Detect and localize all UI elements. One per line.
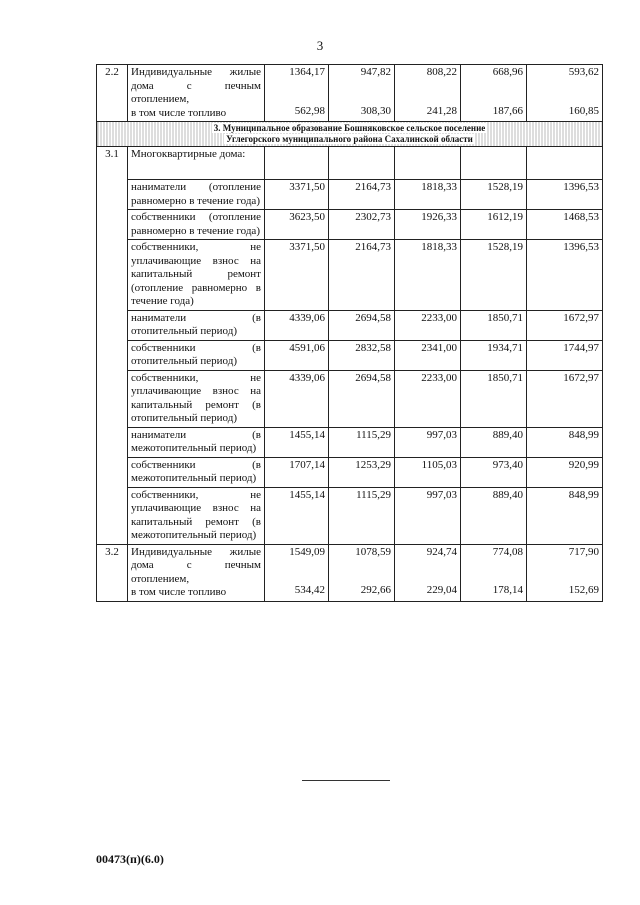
empty-cell bbox=[265, 147, 329, 180]
value-cell: 2694,58 bbox=[329, 370, 395, 427]
row-description bbox=[128, 544, 265, 601]
section-title-line-2: Углегорского муниципального района Сахалинской области bbox=[226, 134, 473, 144]
value-cell: 920,99 bbox=[527, 457, 603, 487]
value-fuel: 229,04 bbox=[426, 584, 457, 596]
value-fuel: 152,69 bbox=[568, 584, 599, 596]
empty-cell bbox=[395, 147, 461, 180]
row-description-main: Индивидуальные жилые дома с печным отоплением, bbox=[131, 66, 261, 105]
value-total: 924,74 bbox=[426, 545, 457, 558]
table-row bbox=[97, 487, 603, 544]
section-header-row bbox=[97, 122, 603, 147]
value-cell: 2233,00 bbox=[395, 370, 461, 427]
value-cell: 2164,73 bbox=[329, 180, 395, 210]
value-cell: 997,03 bbox=[395, 427, 461, 457]
value-cell: 1850,71 bbox=[461, 370, 527, 427]
value-cell: 1850,71 bbox=[461, 310, 527, 340]
value-cell bbox=[265, 65, 329, 122]
value-cell bbox=[329, 65, 395, 122]
value-cell: 848,99 bbox=[527, 487, 603, 544]
value-cell bbox=[527, 544, 603, 601]
value-cell: 889,40 bbox=[461, 427, 527, 457]
row-description-fuel: в том числе топливо bbox=[131, 586, 227, 598]
value-fuel: 178,14 bbox=[492, 584, 523, 596]
value-cell: 3371,50 bbox=[265, 180, 329, 210]
value-fuel: 187,66 bbox=[492, 104, 523, 117]
value-cell bbox=[395, 65, 461, 122]
value-fuel: 562,98 bbox=[294, 104, 325, 117]
section-title-line-1: 3. Муниципальное образование Бошняковское сельское поселение bbox=[213, 123, 486, 133]
value-cell: 1612,19 bbox=[461, 210, 527, 240]
value-cell: 4591,06 bbox=[265, 340, 329, 370]
table-row bbox=[97, 240, 603, 311]
page-number: 3 bbox=[316, 38, 324, 53]
value-fuel: 160,85 bbox=[568, 104, 599, 117]
value-total: 774,08 bbox=[492, 545, 523, 558]
value-cell: 1672,97 bbox=[527, 370, 603, 427]
value-cell: 1744,97 bbox=[527, 340, 603, 370]
value-cell bbox=[395, 544, 461, 601]
value-cell: 973,40 bbox=[461, 457, 527, 487]
table-row bbox=[97, 65, 603, 122]
empty-cell bbox=[527, 147, 603, 180]
value-cell: 2341,00 bbox=[395, 340, 461, 370]
row-number: 2.2 bbox=[97, 65, 128, 122]
value-cell: 1707,14 bbox=[265, 457, 329, 487]
value-fuel: 292,66 bbox=[360, 584, 391, 596]
value-cell bbox=[461, 65, 527, 122]
tariff-table bbox=[96, 64, 603, 602]
value-total: 1364,17 bbox=[289, 66, 325, 78]
value-cell: 1528,19 bbox=[461, 240, 527, 311]
value-cell: 1926,33 bbox=[395, 210, 461, 240]
subrow-description: собственники (в межотопительный период) bbox=[128, 457, 265, 487]
value-total: 668,96 bbox=[492, 66, 523, 78]
value-cell: 1253,29 bbox=[329, 457, 395, 487]
value-cell: 2233,00 bbox=[395, 310, 461, 340]
empty-cell bbox=[461, 147, 527, 180]
value-total: 593,62 bbox=[568, 66, 599, 78]
value-cell: 1468,53 bbox=[527, 210, 603, 240]
value-cell: 1818,33 bbox=[395, 180, 461, 210]
value-total: 717,90 bbox=[568, 545, 599, 558]
value-cell: 1455,14 bbox=[265, 427, 329, 457]
value-cell: 1396,53 bbox=[527, 180, 603, 210]
subrow-description: наниматели (отопление равномерно в течение года) bbox=[128, 180, 265, 210]
document-code: 00473(п)(6.0) bbox=[96, 852, 164, 866]
subrow-description: наниматели (в отопительный период) bbox=[128, 310, 265, 340]
table-row bbox=[97, 180, 603, 210]
value-cell: 889,40 bbox=[461, 487, 527, 544]
row-number: 3.2 bbox=[97, 544, 128, 601]
subrow-description: собственники (в отопительный период) bbox=[128, 340, 265, 370]
value-cell: 1818,33 bbox=[395, 240, 461, 311]
value-cell: 1105,03 bbox=[395, 457, 461, 487]
value-cell: 1672,97 bbox=[527, 310, 603, 340]
subrow-description: собственники, не уплачивающие взнос на капитальный ремонт (отопление равномерно в течение года) bbox=[128, 240, 265, 311]
value-cell: 1115,29 bbox=[329, 427, 395, 457]
value-cell: 2164,73 bbox=[329, 240, 395, 311]
subrow-description: собственники, не уплачивающие взнос на капитальный ремонт (в отопительный период) bbox=[128, 370, 265, 427]
value-cell: 1934,71 bbox=[461, 340, 527, 370]
row-description bbox=[128, 65, 265, 122]
value-total: 808,22 bbox=[426, 66, 457, 78]
value-cell: 848,99 bbox=[527, 427, 603, 457]
value-total: 1078,59 bbox=[355, 545, 391, 558]
value-fuel: 534,42 bbox=[294, 584, 325, 596]
table-row bbox=[97, 457, 603, 487]
footer-rule bbox=[302, 780, 390, 781]
row-description: Многоквартирные дома: bbox=[128, 147, 265, 180]
table-row bbox=[97, 210, 603, 240]
value-cell bbox=[461, 544, 527, 601]
table-row bbox=[97, 427, 603, 457]
value-cell bbox=[265, 544, 329, 601]
row-description-main: Индивидуальные жилые дома с печным отоплением, bbox=[131, 545, 261, 585]
row-number: 3.1 bbox=[97, 147, 128, 545]
empty-cell bbox=[329, 147, 395, 180]
table-row bbox=[97, 370, 603, 427]
table-row bbox=[97, 340, 603, 370]
value-cell: 2302,73 bbox=[329, 210, 395, 240]
value-cell: 997,03 bbox=[395, 487, 461, 544]
value-total: 947,82 bbox=[360, 66, 391, 78]
value-total: 1549,09 bbox=[289, 545, 325, 558]
table-row bbox=[97, 147, 603, 180]
value-cell: 1455,14 bbox=[265, 487, 329, 544]
table-row bbox=[97, 310, 603, 340]
row-description-fuel: в том числе топливо bbox=[131, 106, 227, 119]
value-cell: 3371,50 bbox=[265, 240, 329, 311]
value-cell bbox=[329, 544, 395, 601]
subrow-description: наниматели (в межотопительный период) bbox=[128, 427, 265, 457]
value-cell: 1528,19 bbox=[461, 180, 527, 210]
subrow-description: собственники (отопление равномерно в течение года) bbox=[128, 210, 265, 240]
value-cell: 4339,06 bbox=[265, 370, 329, 427]
value-cell bbox=[527, 65, 603, 122]
value-cell: 1396,53 bbox=[527, 240, 603, 311]
table-row bbox=[97, 544, 603, 601]
section-title bbox=[97, 122, 603, 147]
value-cell: 2832,58 bbox=[329, 340, 395, 370]
value-fuel: 308,30 bbox=[360, 104, 391, 117]
value-cell: 4339,06 bbox=[265, 310, 329, 340]
value-cell: 1115,29 bbox=[329, 487, 395, 544]
value-fuel: 241,28 bbox=[426, 104, 457, 117]
subrow-description: собственники, не уплачивающие взнос на капитальный ремонт (в межотопительный период) bbox=[128, 487, 265, 544]
value-cell: 2694,58 bbox=[329, 310, 395, 340]
value-cell: 3623,50 bbox=[265, 210, 329, 240]
